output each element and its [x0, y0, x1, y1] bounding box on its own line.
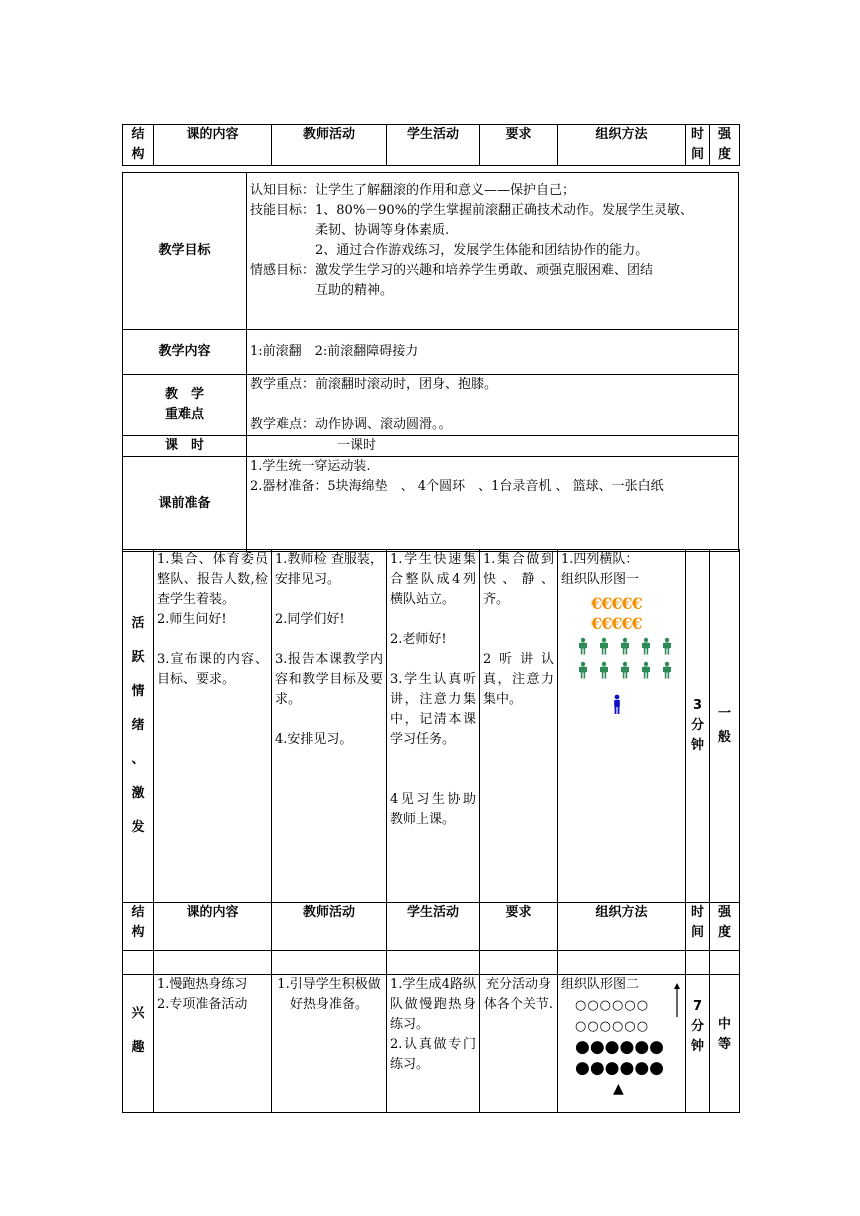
- header-student: 学生活动: [387, 903, 480, 951]
- content-item: 1.集合、体育委员整队、报告人数,检查学生着装。: [157, 552, 268, 607]
- header-structure: 结构: [123, 125, 154, 166]
- keypoints-label-1: 教 学: [164, 387, 204, 402]
- euro-row: €€€€€: [591, 594, 642, 613]
- difficult-point: 教学难点：动作协调、滚动圆滑。。: [250, 417, 452, 432]
- org-title: 1.四列横队：: [561, 552, 639, 567]
- phase-char: 情: [131, 684, 145, 699]
- phase-char: 激: [131, 786, 145, 801]
- section1-time: [686, 550, 710, 903]
- phase-char: 活: [131, 616, 145, 631]
- section2-organization: [558, 975, 686, 1113]
- goals-label: 教学目标: [123, 173, 247, 330]
- intensity-char: 般: [717, 730, 731, 745]
- teacher-item: 1.教师检 查服装，安排见习。: [275, 552, 383, 587]
- teacher-item: 1.引导学生积极做好热身准备。: [277, 977, 381, 1012]
- section2-requirement: [480, 975, 558, 1113]
- phase-char: 跃: [131, 650, 145, 665]
- section1-phase: [123, 550, 154, 903]
- student-item: 3.学生认真听讲，注意力集中，记清本课学习任务。: [390, 672, 476, 747]
- section1-student: [387, 550, 480, 903]
- header-teacher: 教师活动: [272, 903, 387, 951]
- section1-content: [154, 550, 272, 903]
- phase-char: 趣: [131, 1040, 145, 1055]
- header-organization: 组织方法: [558, 125, 686, 166]
- header-student: 学生活动: [387, 125, 480, 166]
- header-intensity: 强度: [710, 903, 740, 951]
- goals-text: [247, 173, 739, 330]
- hours-label: 课 时: [123, 436, 247, 457]
- formation-diagram-2: [561, 995, 682, 1099]
- requirement-item: 充分活动身体各个关节.: [483, 977, 554, 1012]
- student-item: 2.认真做专门练习。: [390, 1037, 476, 1072]
- teacher-item: 3.报告本课教学内容和教学目标及要求。: [275, 652, 383, 707]
- section2-student: [387, 975, 480, 1113]
- content-item: 2.专项准备活动: [157, 997, 248, 1012]
- content-item: 3.宣布课的内容、目标、要求。: [157, 652, 268, 687]
- student-item: 4见习生协助教师上课。: [390, 792, 476, 827]
- section2-teacher: [272, 975, 387, 1113]
- content-item: 1.慢跑热身练习: [157, 977, 248, 992]
- header-intensity: 强度: [710, 125, 740, 166]
- section2-time: [686, 975, 710, 1113]
- header-time: 时间: [686, 903, 710, 951]
- section1-requirement: [480, 550, 558, 903]
- student-item: 1.学生成4路纵队做慢跑热身练习。: [390, 977, 476, 1032]
- intensity-char: 一: [717, 706, 731, 721]
- goals-line: 技能目标：1、80%－90%的学生掌握前滚翻正确技术动作。发展学生灵敏、: [250, 203, 694, 218]
- section1-intensity: [710, 550, 740, 903]
- content-label: 教学内容: [123, 330, 247, 375]
- goals-line: 情感目标：激发学生学习的兴趣和培养学生勇敢、顽强克服困难、团结: [250, 263, 654, 278]
- requirement-item: 2听讲认真，注意力集中。: [483, 652, 554, 707]
- student-item: 1.学生快速集合整队成4列横队站立。: [390, 552, 476, 607]
- time-char: 钟: [690, 1039, 704, 1054]
- time-char: 分: [690, 1019, 704, 1034]
- formation-diagram-1: [561, 594, 682, 716]
- time-char: 分: [690, 718, 704, 733]
- org-title: 组织队形图二: [561, 977, 640, 992]
- dot-row: ●●●●●●: [575, 1058, 665, 1078]
- header-requirement: 要求: [480, 903, 558, 951]
- keypoints-label-2: 重难点: [164, 407, 204, 422]
- teacher-item: 4.安排见习。: [275, 732, 353, 747]
- header-table-1: [122, 124, 740, 166]
- content-text: 1:前滚翻 2:前滚翻障碍接力: [247, 330, 739, 375]
- goals-line: 柔韧、协调等身体素质.: [250, 223, 450, 238]
- goals-line: 2、通过合作游戏练习，发展学生体能和团结协作的能力。: [250, 243, 649, 258]
- intensity-char: 等: [717, 1037, 731, 1052]
- org-title: 组织队形图一: [561, 572, 640, 587]
- student-item: 2.老师好!: [390, 632, 447, 647]
- time-char: 7: [692, 999, 703, 1014]
- section2-phase: [123, 975, 154, 1113]
- phase-char: 、: [131, 752, 145, 767]
- content-item: 2.师生问好!: [157, 612, 227, 627]
- section1-teacher: [272, 550, 387, 903]
- prep-line-2: 2.器材准备：5块海绵垫 、 4个圆环 、1台录音机 、 篮球、一张白纸: [250, 479, 664, 494]
- header-content: 课的内容: [154, 903, 272, 951]
- section1-table: [122, 549, 740, 1113]
- key-point: 教学重点：前滚翻时滚动时，团身、抱膝。: [250, 377, 498, 392]
- time-char: 钟: [690, 738, 704, 753]
- circle-row: ○○○○○○: [575, 998, 650, 1013]
- requirement-item: 1.集合做到快、静、齐。: [483, 552, 554, 607]
- dot-row: ●●●●●●: [575, 1037, 665, 1057]
- teacher-figure: [611, 694, 623, 716]
- objectives-table: [122, 172, 739, 552]
- header-organization: 组织方法: [558, 903, 686, 951]
- goals-line: 认知目标：让学生了解翻滚的作用和意义——保护自己；: [250, 183, 576, 198]
- prep-text: [247, 457, 739, 552]
- section2-intensity: [710, 975, 740, 1113]
- section1-organization: [558, 550, 686, 903]
- header-structure: 结构: [123, 903, 154, 951]
- arrow-up-icon: [673, 983, 681, 1017]
- hours-text: 一课时: [247, 436, 739, 457]
- header-requirement: 要求: [480, 125, 558, 166]
- time-char: 3: [692, 698, 703, 713]
- intensity-char: 中: [717, 1017, 731, 1032]
- phase-char: 兴: [131, 1006, 145, 1021]
- phase-char: 绪: [131, 718, 145, 733]
- circle-row: ○○○○○○: [575, 1019, 650, 1034]
- header-time: 时间: [686, 125, 710, 166]
- euro-row: €€€€€: [591, 614, 642, 633]
- keypoints-text: [247, 375, 739, 436]
- teacher-marker: ▲: [613, 1081, 624, 1097]
- goals-line: 互助的精神。: [250, 283, 394, 298]
- keypoints-label: [123, 375, 247, 436]
- header-teacher: 教师活动: [272, 125, 387, 166]
- header-content: 课的内容: [154, 125, 272, 166]
- teacher-item: 2.同学们好!: [275, 612, 345, 627]
- phase-char: 发: [131, 820, 145, 835]
- student-figures: [577, 636, 677, 682]
- section2-content: [154, 975, 272, 1113]
- prep-label: 课前准备: [123, 457, 247, 552]
- prep-line-1: 1.学生统一穿运动装.: [250, 459, 371, 474]
